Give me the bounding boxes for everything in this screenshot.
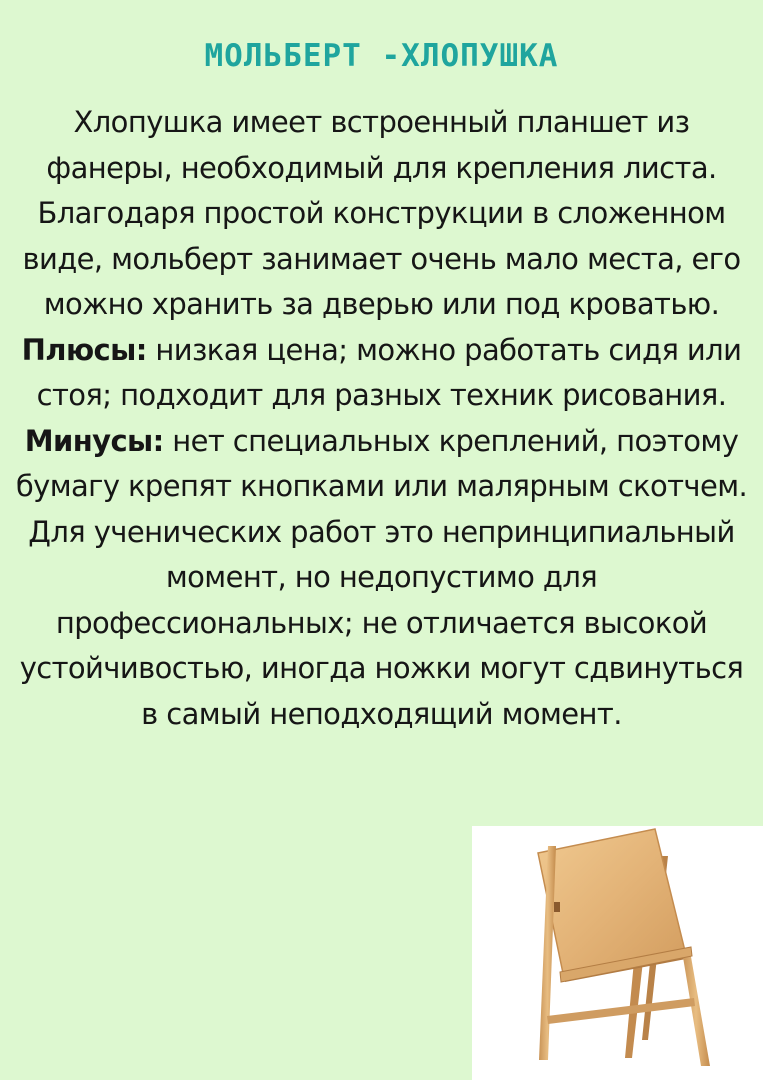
pros-paragraph [14,328,749,419]
cons-paragraph [14,419,749,738]
cons-text: нет специальных креплений, поэтому бумагу крепят кнопками или малярным скотчем. Для ученических работ это непринципиальный момент, но недопустимо для профессиональных; не отличается высокой устойчивостью, иногда ножки могут сдвинуться в самый неподходящий момент. [15,423,748,731]
cons-label: Минусы: [24,423,164,458]
easel-photo [472,826,763,1080]
pros-label: Плюсы: [21,332,147,367]
page-title: МОЛЬБЕРТ -ХЛОПУШКА [204,38,559,74]
pros-text: низкая цена; можно работать сидя или стоя; подходит для разных техник рисования. [36,332,742,412]
easel-icon [472,826,763,1080]
article-body [14,100,749,737]
intro-paragraph: Хлопушка имеет встроенный планшет из фанеры, необходимый для крепления листа. Благодаря простой конструкции в сложенном виде, мольберт занимает очень мало места, его можно хранить за дверью или под кроватью. [22,105,741,321]
